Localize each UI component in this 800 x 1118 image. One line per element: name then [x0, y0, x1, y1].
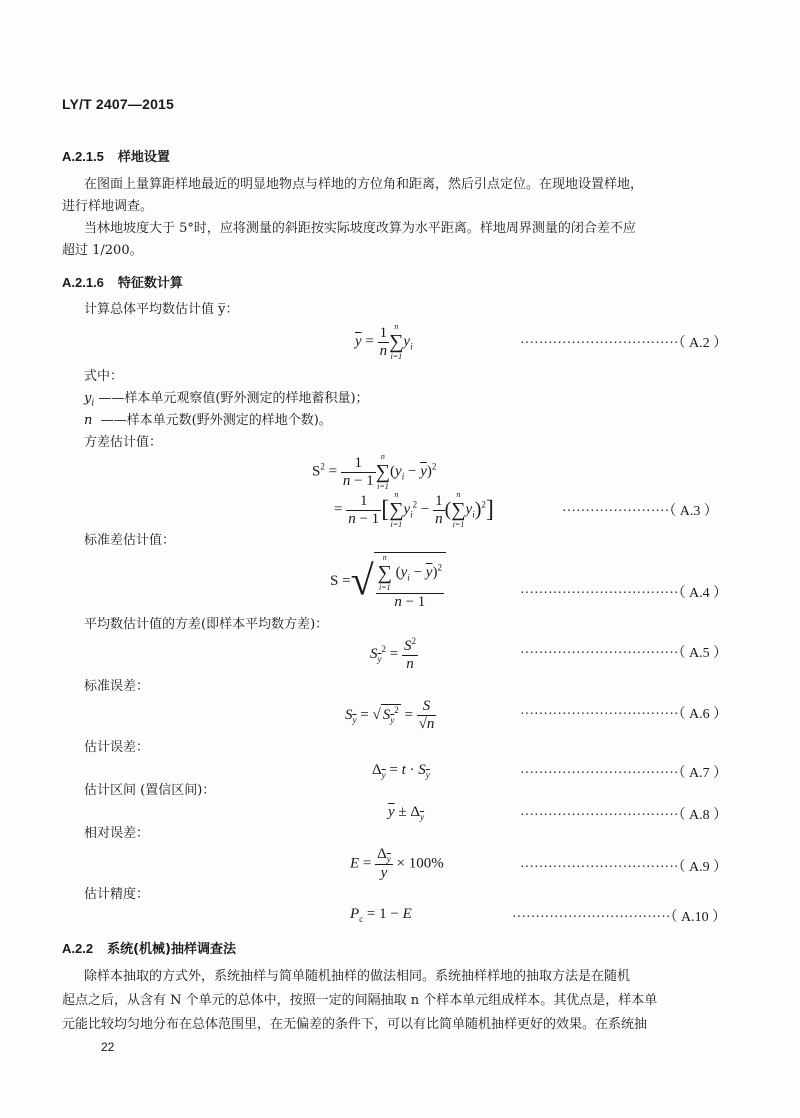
paragraph-line: 当林地坡度大于 5°时，应将测量的斜距按实际坡度改算为水平距离。样地周界测量的闭合差不应 — [84, 221, 636, 236]
intro-std-dev: 标准差估计值： — [84, 533, 176, 548]
section-number: A.2.2 — [62, 941, 94, 956]
intro-precision: 估计精度： — [84, 887, 150, 902]
equation-a6: $S_{\overline{y}}$ = √ $S_{\overline{y}}^2$ = $\frac{S}{√n}$ — [345, 698, 435, 732]
definition-yi: $y_i$ ——样本单元观察值(野外测定的样地蓄积量)； — [84, 391, 369, 409]
equation-a10: $P_c = 1 - E$ — [350, 906, 412, 924]
equation-a5: $S_{\overline{y}}^2$ = $\frac{S^2}{n}$ — [370, 636, 416, 672]
equation-a4: S =√ n ∑ i=1 $(y_i - \overline{y})^2$ n − 1 — [330, 552, 446, 611]
equation-a8: $\overline{y} \pm \Delta_{\overline{y}}$ — [388, 804, 425, 822]
paragraph-line: 起点之后，从含有 N 个单元的总体中，按照一定的间隔抽取 n 个样本单元组成样本。其优点是，样本单 — [62, 993, 658, 1008]
equation-a2: $\overline{y}$ = $\frac{1}{n}$ n ∑ i=1 $y_i$ — [355, 322, 413, 361]
where-label: 式中： — [84, 369, 124, 384]
section-number: A.2.1.6 — [62, 275, 104, 290]
paragraph-line: 元能比较均匀地分布在总体范围里，在无偏差的条件下，可以有比简单随机抽样更好的效果。在系统抽 — [62, 1017, 648, 1032]
equation-number-a7: ··································（ A.7 ） — [520, 766, 728, 781]
equation-number-a2: ··································（ A.2 ） — [520, 336, 728, 351]
equation-a9: E = $\frac{\Delta_{\overline{y}}}{y}$ × 100% — [350, 846, 444, 881]
intro-mean: 计算总体平均数估计值 y̅： — [84, 302, 239, 317]
section-heading-a22 — [62, 938, 236, 957]
equation-number-a3: ·······················（ A.3 ） — [562, 504, 718, 519]
intro-standard-error: 标准误差： — [84, 679, 150, 694]
paragraph-line: 除样本抽取的方式外，系统抽样与简单随机抽样的做法相同。系统抽样样地的抽取方法是在随机 — [84, 969, 631, 984]
paragraph-line: 超过 1/200。 — [62, 243, 143, 258]
equation-number-a5: ··································（ A.5 ） — [520, 646, 728, 661]
equation-number-a10: ··································（ A.10 ） — [512, 910, 727, 925]
equation-number-a9: ··································（ A.9 ） — [520, 860, 728, 875]
section-number: A.2.1.5 — [62, 149, 104, 164]
equation-number-a4: ··································（ A.4 ） — [520, 586, 728, 601]
intro-variance-of-mean: 平均数估计值的方差(即样本平均数方差)： — [84, 617, 329, 632]
paragraph-line: 进行样地调查。 — [62, 199, 154, 214]
section-title: 特征数计算 — [117, 276, 183, 291]
section-title: 样地设置 — [117, 150, 170, 165]
standard-code: LY/T 2407—2015 — [62, 96, 175, 112]
intro-confidence-interval: 估计区间 (置信区间)： — [84, 783, 216, 798]
page-number: 22 — [101, 1040, 115, 1054]
intro-relative-error: 相对误差： — [84, 826, 150, 841]
intro-variance: 方差估计值： — [84, 435, 163, 450]
equation-a3-line2: = $\frac{1}{n - 1}$ [ n ∑ i=1 $y_i^2$ − $\frac{1}{n}$ ( n ∑ i=1 $y_i)^2$] — [334, 490, 494, 529]
section-title: 系统(机械)抽样调查法 — [107, 942, 236, 957]
equation-number-a6: ··································（ A.6 ） — [520, 707, 728, 722]
definition-n: n ——样本单元数(野外测定的样地个数)。 — [84, 413, 332, 428]
paragraph-line: 在图面上量算距样地最近的明显地物点与样地的方位角和距离，然后引点定位。在现地设置样地， — [84, 177, 644, 192]
equation-a3-line1: $S^2$ = $\frac{1}{n - 1}$ n ∑ i=1 $(y_i - \overline{y})^2$ — [312, 452, 437, 491]
section-heading-a216 — [62, 272, 183, 291]
section-heading-a215 — [62, 146, 170, 165]
equation-a7: $\Delta_{\overline{y}} = t \cdot S_{\overline{y}}$ — [372, 762, 430, 780]
intro-estimation-error: 估计误差： — [84, 740, 150, 755]
equation-number-a8: ··································（ A.8 ） — [520, 808, 728, 823]
